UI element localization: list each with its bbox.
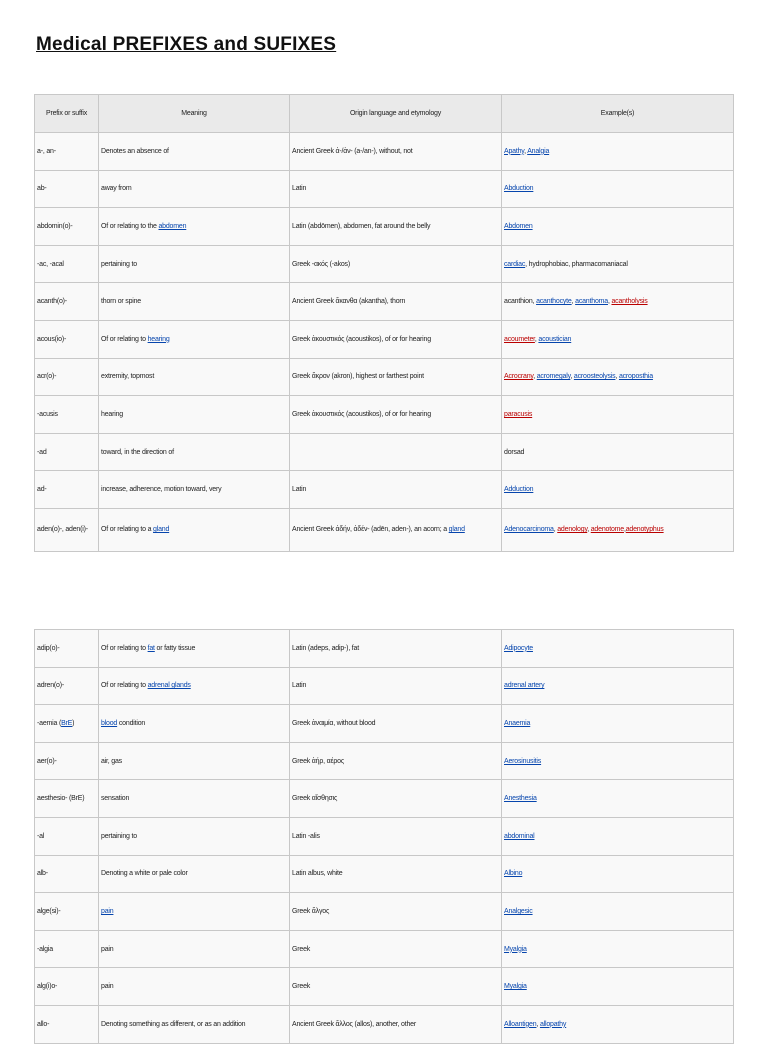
cell-example — [502, 358, 734, 396]
cell-example — [502, 170, 734, 208]
cell-example — [502, 705, 734, 743]
cell-example — [502, 817, 734, 855]
cell-text: -algia — [37, 945, 53, 953]
cell-text: Ancient Greek ἀ-/ἀν- (a-/an-), without, not — [292, 147, 413, 155]
cell-text: Of or relating to — [101, 335, 148, 343]
cell-meaning — [99, 893, 290, 931]
term-link[interactable]: acroosteolysis — [573, 373, 616, 381]
cell-text: Of or relating to — [101, 682, 148, 690]
term-link[interactable]: acanthoma — [575, 298, 608, 306]
cell-text: -ac, -acal — [37, 260, 64, 268]
cell-affix — [35, 630, 99, 668]
cell-example — [502, 433, 734, 471]
cell-meaning — [99, 508, 290, 551]
cell-text: pain — [101, 945, 114, 953]
cell-text: , — [587, 526, 591, 534]
cell-meaning — [99, 208, 290, 246]
table-row — [35, 630, 734, 668]
cell-affix — [35, 283, 99, 321]
cell-text: dorsad — [504, 448, 525, 456]
cell-meaning — [99, 630, 290, 668]
term-link[interactable]: adenotome — [590, 526, 624, 534]
table-row — [35, 283, 734, 321]
cell-text: acr(o)- — [37, 373, 57, 381]
table-row — [35, 170, 734, 208]
cell-text: , — [524, 147, 528, 155]
cell-text: , — [623, 526, 626, 534]
cell-text: extremity, topmost — [101, 373, 155, 381]
cell-text: , — [533, 373, 537, 381]
table-row — [35, 1005, 734, 1043]
cell-text: a-, an- — [37, 147, 56, 155]
cell-text: increase, adherence, motion toward, very — [101, 486, 222, 494]
cell-meaning — [99, 705, 290, 743]
cell-text: , — [534, 335, 539, 343]
term-link[interactable]: Adduction — [504, 486, 534, 494]
cell-origin — [290, 433, 502, 471]
cell-example — [502, 893, 734, 931]
table-row — [35, 705, 734, 743]
term-link[interactable]: allopathy — [539, 1020, 567, 1028]
cell-text: Ancient Greek ἀδήν, ἀδέν- (adēn, aden-), an acorn; a — [292, 526, 449, 534]
cell-origin — [290, 1005, 502, 1043]
cell-text: Of or relating to — [101, 644, 148, 652]
affix-table-1 — [34, 94, 734, 552]
cell-text: pain — [101, 983, 114, 991]
cell-text: , — [615, 373, 619, 381]
term-link[interactable]: Abdomen — [504, 222, 533, 230]
term-link[interactable]: BrE — [61, 719, 73, 727]
cell-meaning — [99, 358, 290, 396]
cell-text: acanth(o)- — [37, 298, 67, 306]
term-link[interactable]: acanthocyte — [536, 298, 572, 306]
cell-origin — [290, 358, 502, 396]
cell-origin — [290, 855, 502, 893]
term-link[interactable]: adrenal glands — [147, 682, 191, 690]
table-row — [35, 396, 734, 434]
header-prefix-or-suffix: Prefix or suffix — [35, 95, 99, 133]
cell-text: pertaining to — [101, 832, 137, 840]
table-row — [35, 893, 734, 931]
table-row — [35, 968, 734, 1006]
cell-example — [502, 1005, 734, 1043]
cell-meaning — [99, 396, 290, 434]
table-row — [35, 780, 734, 818]
cell-text: away from — [101, 185, 132, 193]
cell-affix — [35, 508, 99, 551]
term-link[interactable]: Acrocrany — [504, 373, 534, 381]
cell-text: ) — [72, 719, 75, 727]
cell-affix — [35, 817, 99, 855]
cell-affix — [35, 208, 99, 246]
term-link[interactable]: acromegaly — [536, 373, 571, 381]
cell-text: alg(i)o- — [37, 983, 58, 991]
cell-meaning — [99, 855, 290, 893]
cell-text: aden(o)-, aden(i)- — [37, 526, 88, 534]
table-row — [35, 245, 734, 283]
cell-text: Greek ἄκρον (akron), highest or farthest point — [292, 373, 424, 381]
cell-origin — [290, 208, 502, 246]
term-link[interactable]: Analgesic — [504, 907, 533, 915]
term-link[interactable]: adenology — [557, 526, 588, 534]
term-link[interactable]: pain — [101, 907, 114, 915]
term-link[interactable]: Apathy — [504, 147, 525, 155]
cell-example — [502, 855, 734, 893]
cell-origin — [290, 170, 502, 208]
cell-example — [502, 667, 734, 705]
cell-text: or fatty tissue — [154, 644, 196, 652]
header-origin: Origin language and etymology — [290, 95, 502, 133]
cell-text: -al — [37, 832, 45, 840]
cell-affix — [35, 893, 99, 931]
cell-meaning — [99, 471, 290, 509]
cell-text: Ancient Greek ἄκανθα (akantha), thorn — [292, 298, 406, 306]
cell-text: hearing — [101, 410, 123, 418]
cell-origin — [290, 968, 502, 1006]
term-link[interactable]: adenotyphus — [625, 526, 664, 534]
cell-text: acanthion, — [504, 298, 537, 306]
table-row — [35, 471, 734, 509]
term-link[interactable]: gland — [153, 526, 170, 534]
cell-text: Ancient Greek ἄλλος (allos), another, other — [292, 1020, 417, 1028]
cell-affix — [35, 742, 99, 780]
table-row — [35, 508, 734, 551]
cell-meaning — [99, 817, 290, 855]
cell-example — [502, 133, 734, 171]
cell-text: allo- — [37, 1020, 50, 1028]
cell-text: , — [571, 298, 576, 306]
cell-affix — [35, 930, 99, 968]
cell-origin — [290, 893, 502, 931]
term-link[interactable]: Adipocyte — [504, 644, 533, 652]
cell-text: Greek ἀναιμία, without blood — [292, 719, 376, 727]
cell-origin — [290, 396, 502, 434]
table-row — [35, 742, 734, 780]
cell-text: adip(o)- — [37, 644, 60, 652]
cell-text: air, gas — [101, 757, 122, 765]
cell-text: ad- — [37, 486, 47, 494]
term-link[interactable]: Aerosinusitis — [504, 757, 542, 765]
cell-text: adren(o)- — [37, 682, 64, 690]
cell-text: Greek ἀκουστικός (acoustikos), of or for hearing — [292, 335, 431, 343]
term-link[interactable]: acantholysis — [611, 298, 648, 306]
cell-affix — [35, 320, 99, 358]
cell-text: Latin -alis — [292, 832, 320, 840]
table-header-row — [35, 95, 734, 133]
cell-example — [502, 320, 734, 358]
cell-meaning — [99, 667, 290, 705]
cell-meaning — [99, 433, 290, 471]
cell-text: pertaining to — [101, 260, 137, 268]
cell-meaning — [99, 930, 290, 968]
cell-affix — [35, 133, 99, 171]
cell-example — [502, 508, 734, 551]
cell-example — [502, 930, 734, 968]
cell-origin — [290, 780, 502, 818]
cell-affix — [35, 1005, 99, 1043]
term-link[interactable]: acroposthia — [618, 373, 653, 381]
term-link[interactable]: gland — [448, 526, 465, 534]
cell-example — [502, 245, 734, 283]
cell-text: alge(si)- — [37, 907, 61, 915]
cell-text: , — [536, 1020, 540, 1028]
cell-origin — [290, 320, 502, 358]
cell-affix — [35, 780, 99, 818]
table-row — [35, 433, 734, 471]
table-row — [35, 930, 734, 968]
table-row — [35, 208, 734, 246]
cell-text: , — [553, 526, 558, 534]
term-link[interactable]: abdominal — [504, 832, 535, 840]
cell-text: condition — [117, 719, 146, 727]
cell-origin — [290, 471, 502, 509]
table-body — [35, 133, 734, 552]
cell-text: Greek αἴσθησις — [292, 795, 338, 803]
cell-meaning — [99, 1005, 290, 1043]
cell-meaning — [99, 320, 290, 358]
cell-text: Greek ἀκουστικός (acoustikos), of or for hearing — [292, 410, 431, 418]
table-row — [35, 855, 734, 893]
cell-example — [502, 630, 734, 668]
cell-text: Denoting something as different, or as an addition — [101, 1020, 246, 1028]
cell-origin — [290, 930, 502, 968]
cell-meaning — [99, 133, 290, 171]
cell-text: Greek — [292, 945, 311, 953]
cell-text: Greek -ακός (-akos) — [292, 260, 350, 268]
term-link[interactable]: acoumeter — [504, 335, 535, 343]
term-link[interactable]: abdomen — [158, 222, 187, 230]
cell-example — [502, 208, 734, 246]
cell-text: aer(o)- — [37, 757, 57, 765]
cell-text: -ad — [37, 448, 47, 456]
term-link[interactable]: Myalgia — [504, 983, 527, 991]
cell-affix — [35, 855, 99, 893]
term-link[interactable]: hearing — [147, 335, 170, 343]
cell-affix — [35, 245, 99, 283]
cell-text: Latin (adeps, adip-), fat — [292, 644, 359, 652]
term-link[interactable]: paracusis — [504, 410, 533, 418]
cell-text: , — [570, 373, 574, 381]
term-link[interactable]: cardiac — [504, 260, 526, 268]
cell-text: ab- — [37, 185, 47, 193]
cell-text: Denotes an absence of — [101, 147, 169, 155]
term-link[interactable]: Anaemia — [504, 719, 531, 727]
cell-text: abdomin(o)- — [37, 222, 73, 230]
cell-affix — [35, 170, 99, 208]
cell-affix — [35, 471, 99, 509]
cell-meaning — [99, 283, 290, 321]
cell-text: Latin — [292, 486, 307, 494]
table-body — [35, 630, 734, 1044]
cell-text: alb- — [37, 870, 48, 878]
cell-origin — [290, 667, 502, 705]
cell-example — [502, 471, 734, 509]
cell-example — [502, 742, 734, 780]
cell-meaning — [99, 780, 290, 818]
cell-affix — [35, 968, 99, 1006]
cell-text: -acusis — [37, 410, 58, 418]
cell-origin — [290, 742, 502, 780]
cell-origin — [290, 245, 502, 283]
cell-text: Greek ἀήρ, αέρος — [292, 757, 345, 765]
cell-affix — [35, 667, 99, 705]
cell-text: aesthesio- (BrE) — [37, 795, 85, 803]
term-link[interactable]: Abduction — [504, 185, 534, 193]
cell-text: Of or relating to the — [101, 222, 159, 230]
term-link[interactable]: Adenocarcinoma — [504, 526, 554, 534]
cell-origin — [290, 817, 502, 855]
cell-origin — [290, 630, 502, 668]
page-title: Medical PREFIXES and SUFIXES — [36, 34, 337, 55]
table-row — [35, 817, 734, 855]
cell-text: Denoting a white or pale color — [101, 870, 188, 878]
cell-text: thorn or spine — [101, 298, 142, 306]
cell-text: acous(io)- — [37, 335, 67, 343]
cell-text: sensation — [101, 795, 130, 803]
table-row — [35, 667, 734, 705]
term-link[interactable]: adrenal artery — [504, 682, 545, 690]
table-row — [35, 358, 734, 396]
cell-text: -aemia ( — [37, 719, 62, 727]
term-link[interactable]: fat — [147, 644, 155, 652]
cell-meaning — [99, 968, 290, 1006]
cell-text: toward, in the direction of — [101, 448, 174, 456]
cell-origin — [290, 508, 502, 551]
cell-text: Latin — [292, 682, 307, 690]
term-link[interactable]: Anesthesia — [504, 795, 537, 803]
term-link[interactable]: acoustician — [538, 335, 572, 343]
cell-text: , — [607, 298, 612, 306]
affix-table-2 — [34, 629, 734, 1044]
cell-text: Latin albus, white — [292, 870, 343, 878]
term-link[interactable]: Alloantigen — [504, 1020, 537, 1028]
cell-affix — [35, 433, 99, 471]
header-meaning: Meaning — [99, 95, 290, 133]
cell-text: Greek ἄλγος — [292, 907, 330, 915]
cell-meaning — [99, 170, 290, 208]
cell-example — [502, 968, 734, 1006]
cell-meaning — [99, 742, 290, 780]
cell-example — [502, 396, 734, 434]
table-row — [35, 320, 734, 358]
term-link[interactable]: Analgia — [527, 147, 550, 155]
term-link[interactable]: blood — [101, 719, 118, 727]
cell-text: Of or relating to a — [101, 526, 154, 534]
cell-affix — [35, 358, 99, 396]
cell-meaning — [99, 245, 290, 283]
cell-text: , hydrophobiac, pharmacomaniacal — [525, 260, 628, 268]
cell-text: Latin (abdōmen), abdomen, fat around the belly — [292, 222, 431, 230]
cell-example — [502, 780, 734, 818]
cell-origin — [290, 283, 502, 321]
cell-affix — [35, 396, 99, 434]
cell-example — [502, 283, 734, 321]
term-link[interactable]: Albino — [504, 870, 523, 878]
cell-text: Latin — [292, 185, 307, 193]
cell-affix — [35, 705, 99, 743]
cell-text: Greek — [292, 983, 311, 991]
header-examples: Example(s) — [502, 95, 734, 133]
cell-origin — [290, 133, 502, 171]
cell-origin — [290, 705, 502, 743]
table-row — [35, 133, 734, 171]
term-link[interactable]: Myalgia — [504, 945, 527, 953]
